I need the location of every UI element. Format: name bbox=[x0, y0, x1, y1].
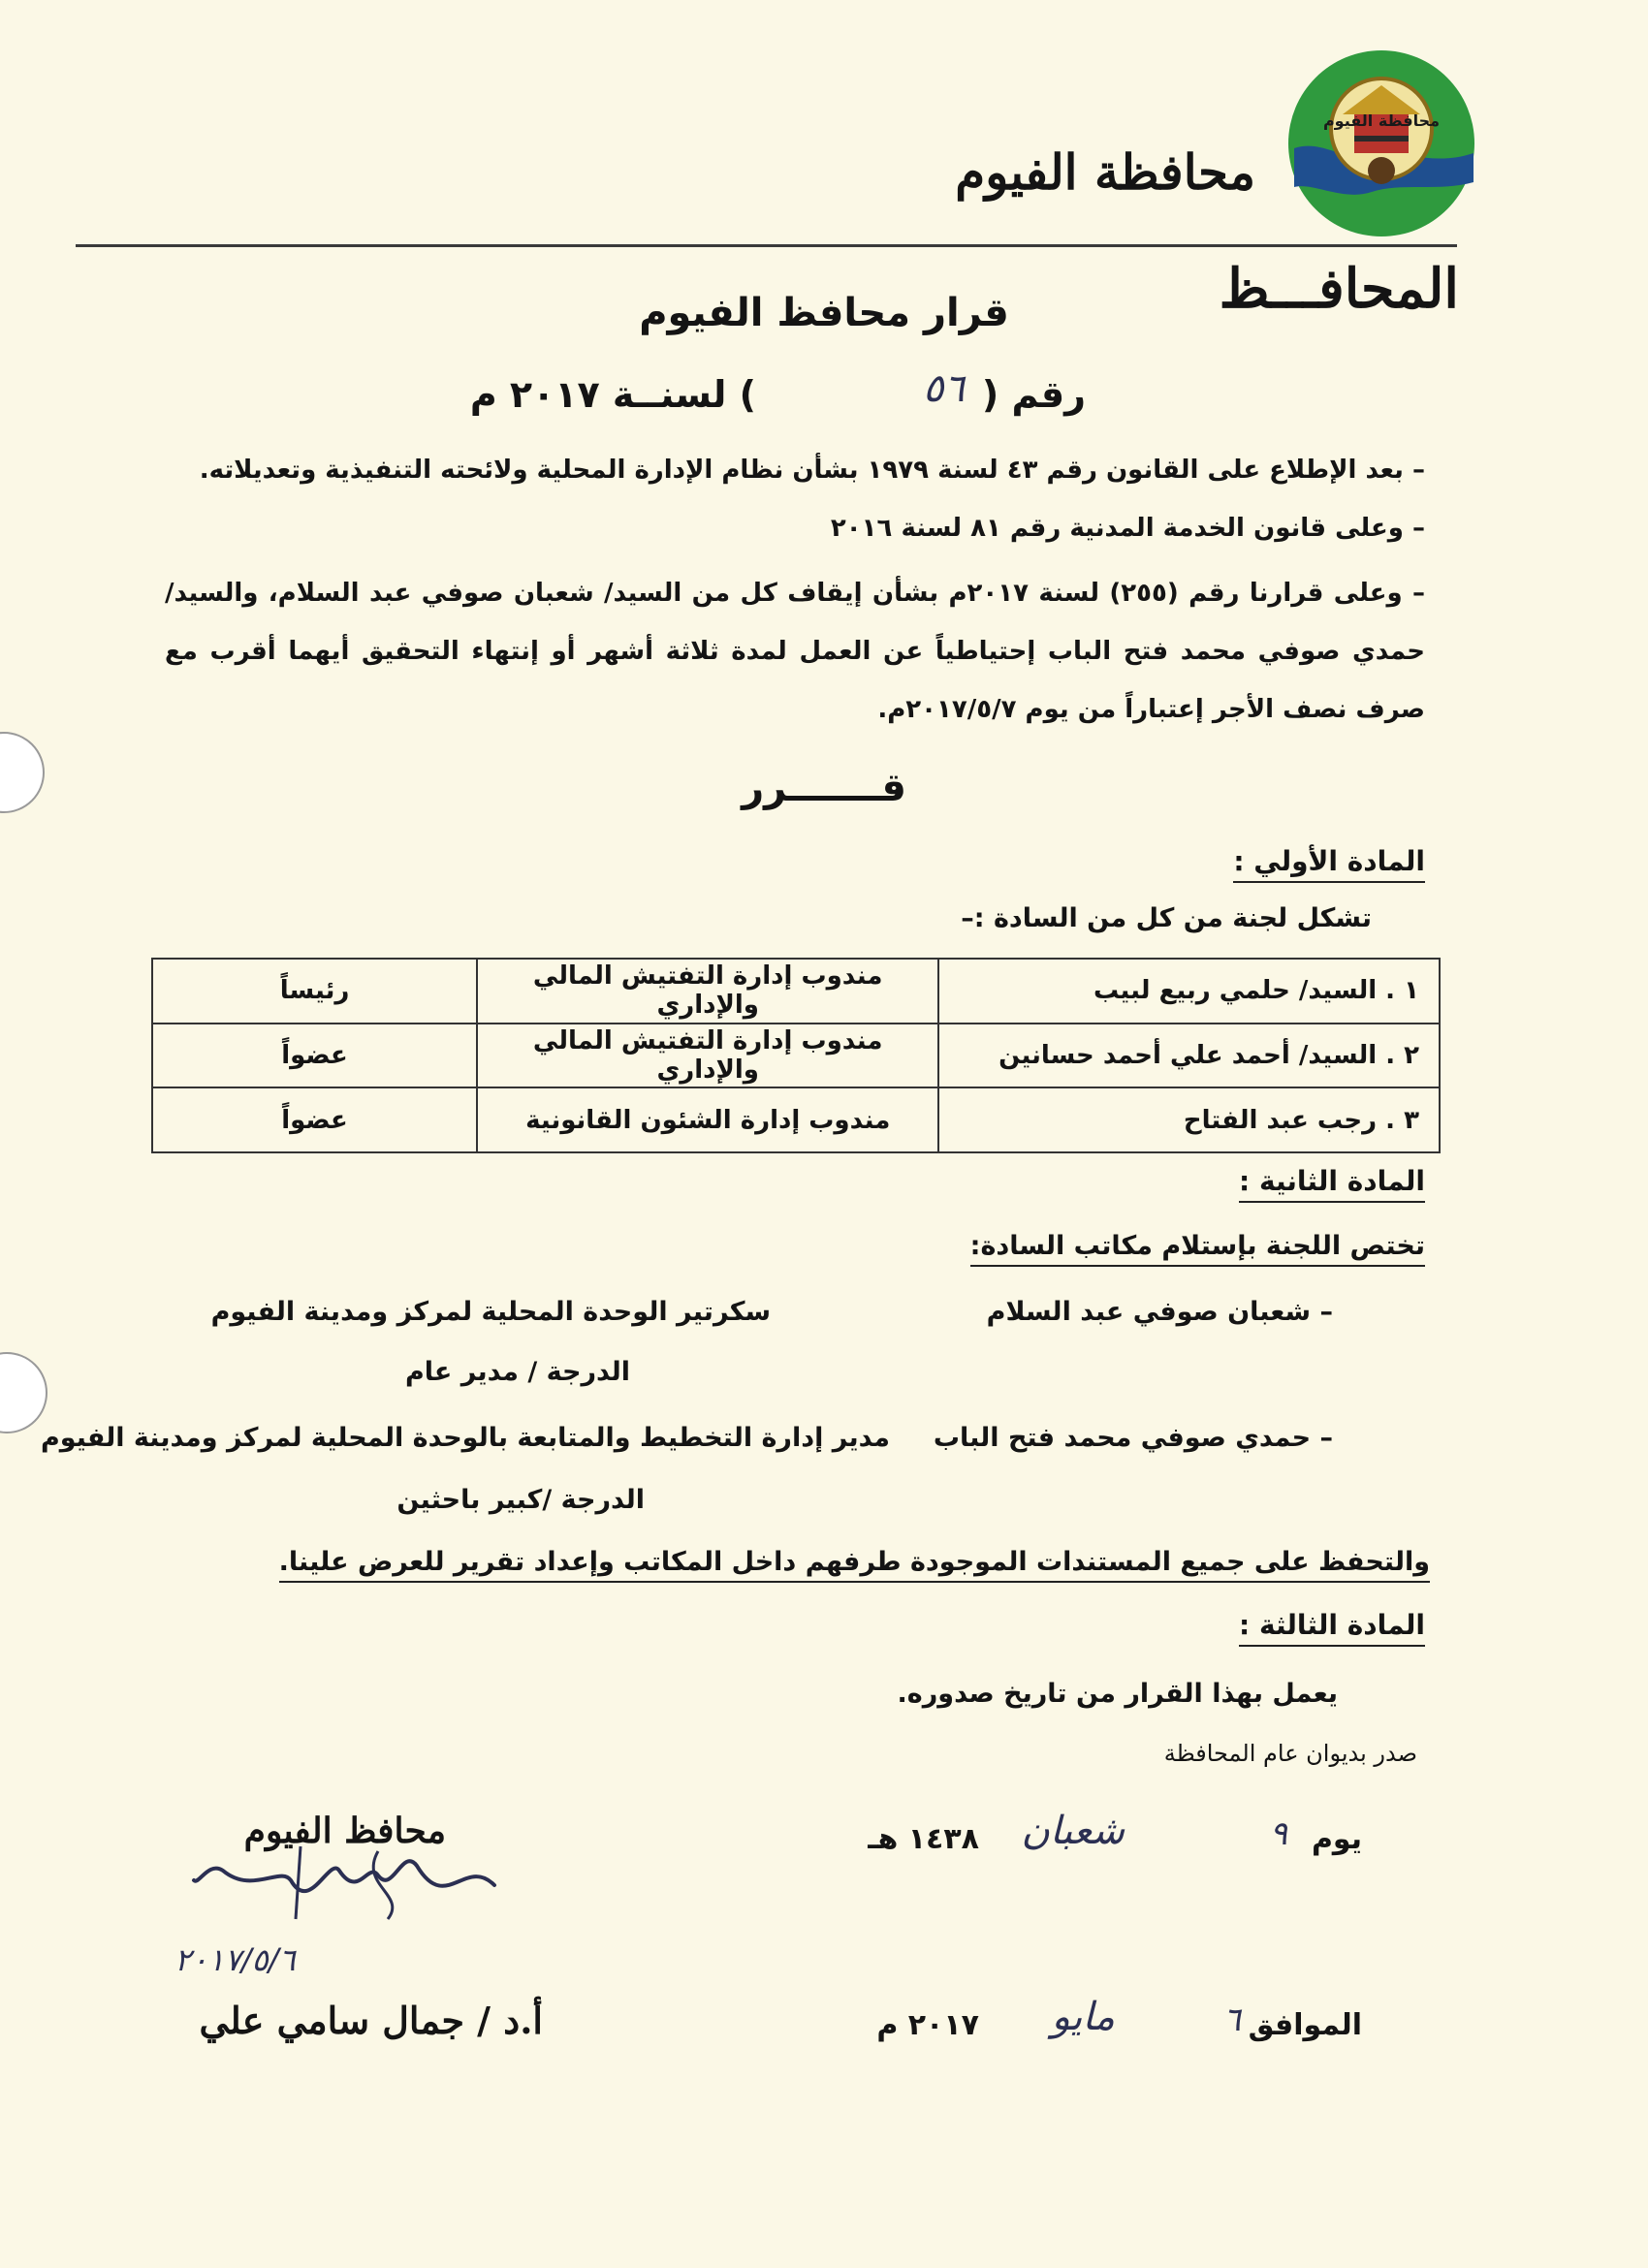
signer-name: أ.د / جمال سامي علي bbox=[199, 1999, 543, 2042]
decision-title: قرار محافظ الفيوم bbox=[639, 291, 1009, 335]
hijri-prefix: يوم bbox=[1311, 1822, 1362, 1856]
article-1-intro: تشكل لجنة من كل من السادة :– bbox=[961, 903, 1372, 933]
signer-title: محافظ الفيوم bbox=[243, 1811, 446, 1851]
decides-heading: قـــــــرر bbox=[742, 766, 906, 810]
greg-month: مايو bbox=[1051, 1995, 1115, 2039]
governorate-name: محافظة الفيوم bbox=[955, 143, 1255, 201]
greg-prefix: الموافق bbox=[1248, 2008, 1362, 2042]
issued-note: صدر بديوان عام المحافظة bbox=[1163, 1740, 1417, 1767]
decision-year-label: ) لسنــة ٢٠١٧ م bbox=[469, 373, 756, 416]
person-2-grade: الدرجة /كبير باحثين bbox=[396, 1485, 645, 1515]
hijri-year: ١٤٣٨ هـ bbox=[868, 1822, 979, 1856]
greg-year: ٢٠١٧ م bbox=[876, 2008, 979, 2042]
committee-members-table bbox=[151, 958, 1441, 1153]
member-position: رئيساً bbox=[152, 959, 477, 1024]
member-position: عضواً bbox=[152, 1087, 477, 1152]
table-row bbox=[152, 1087, 1440, 1152]
decision-number-handwritten: ٥٦ bbox=[923, 366, 965, 411]
hijri-month: شعبان bbox=[1021, 1809, 1125, 1853]
header-divider bbox=[76, 244, 1457, 247]
member-role: مندوب إدارة التفتيش المالي والإداري bbox=[477, 959, 938, 1024]
table-row bbox=[152, 959, 1440, 1024]
article-1-heading: المادة الأولي : bbox=[1233, 845, 1425, 883]
article-3-text: يعمل بهذا القرار من تاريخ صدوره. bbox=[897, 1679, 1338, 1709]
member-name: ٢ . السيد/ أحمد علي أحمد حسانين bbox=[938, 1024, 1440, 1088]
member-role: مندوب إدارة التفتيش المالي والإداري bbox=[477, 1024, 938, 1088]
article-2-closing: والتحفظ على جميع المستندات الموجودة طرفهم داخل المكاتب وإعداد تقرير للعرض علينا. bbox=[279, 1547, 1430, 1583]
article-2-heading: المادة الثانية : bbox=[1239, 1165, 1425, 1203]
greg-day: ٦ bbox=[1222, 2000, 1241, 2039]
member-position: عضواً bbox=[152, 1024, 477, 1088]
person-2-job: مدير إدارة التخطيط والمتابعة بالوحدة المحلية لمركز ومدينة الفيوم bbox=[40, 1423, 890, 1453]
hijri-day: ٩ bbox=[1269, 1814, 1287, 1853]
signature-date: ٢٠١٧/٥/٦ bbox=[174, 1941, 296, 1978]
article-2-intro: تختص اللجنة بإستلام مكاتب السادة: bbox=[970, 1231, 1425, 1267]
governorate-emblem-icon bbox=[1284, 47, 1478, 240]
member-name: ١ . السيد/ حلمي ربيع لبيب bbox=[938, 959, 1440, 1024]
decision-number-label: رقم ( bbox=[981, 373, 1086, 416]
member-role: مندوب إدارة الشئون القانونية bbox=[477, 1087, 938, 1152]
svg-text:محافظة الفيوم: محافظة الفيوم bbox=[1322, 111, 1441, 130]
person-2-name: – حمدي صوفي محمد فتح الباب bbox=[933, 1423, 1333, 1453]
preamble-item-1: – بعد الإطلاع على القانون رقم ٤٣ لسنة ١٩٧٩ بشأن نظام الإدارة المحلية ولائحته التنفيذية وتعديلاته. bbox=[199, 456, 1425, 485]
preamble-item-3: – وعلى قرارنا رقم (٢٥٥) لسنة ٢٠١٧م بشأن إيقاف كل من السيد/ شعبان صوفي عبد السلام، والسيد/ حمدي صوفي محمد فتح الباب إحتياطياً عن العمل لمدة ثلاثة أشهر أو إنتهاء التحقيق أيهما أقرب مع صرف نصف الأجر إعتباراً من يوم ٢٠١٧/٥/٧م. bbox=[165, 579, 1425, 724]
person-1-job: سكرتير الوحدة المحلية لمركز ومدينة الفيوم bbox=[210, 1297, 771, 1327]
person-1-grade: الدرجة / مدير عام bbox=[404, 1357, 630, 1387]
office-label: المحافـــظ bbox=[1219, 257, 1459, 321]
article-3-heading: المادة الثالثة : bbox=[1239, 1609, 1425, 1647]
punch-hole-bottom bbox=[0, 1352, 48, 1433]
person-1-name: – شعبان صوفي عبد السلام bbox=[986, 1297, 1333, 1327]
table-row bbox=[152, 1024, 1440, 1088]
preamble-item-2: – وعلى قانون الخدمة المدنية رقم ٨١ لسنة ٢٠١٦ bbox=[830, 514, 1425, 543]
member-name: ٣ . رجب عبد الفتاح bbox=[938, 1087, 1440, 1152]
